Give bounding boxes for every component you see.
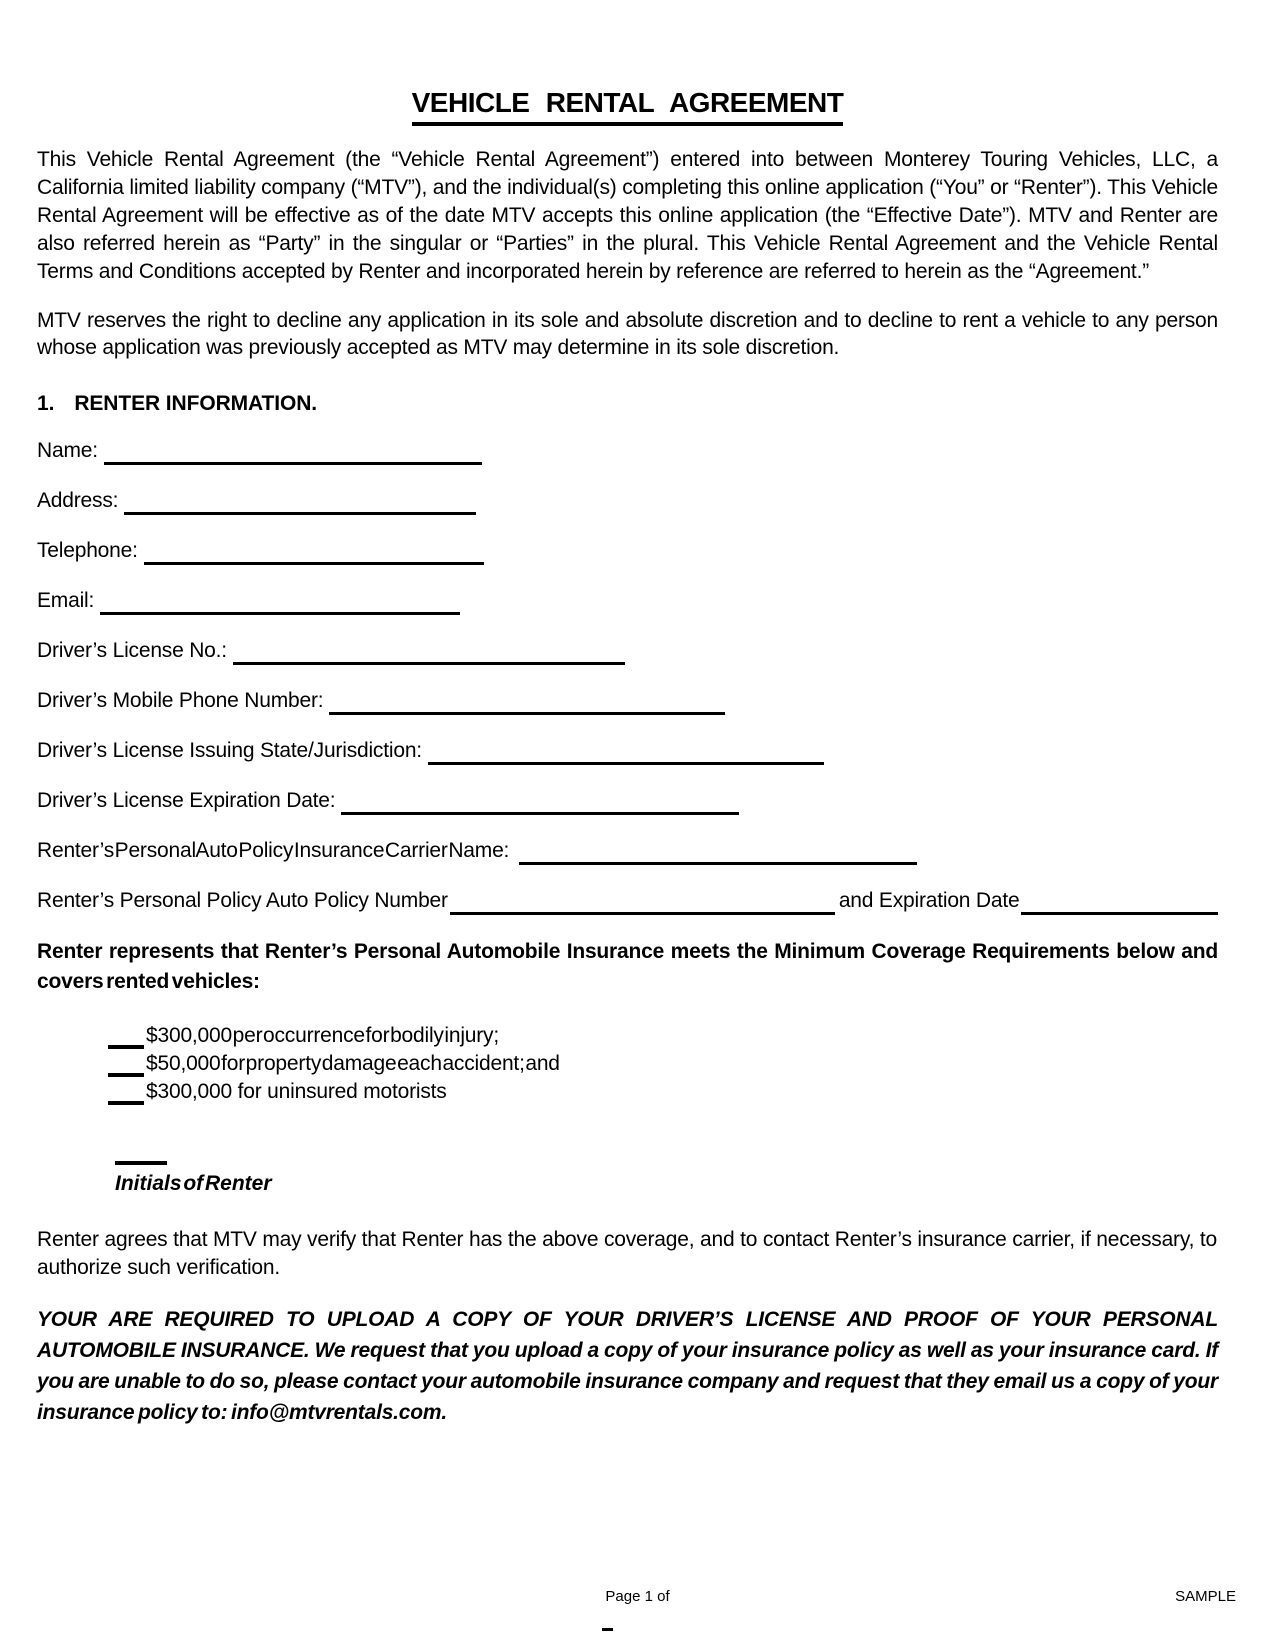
upload-notice-paragraph: YOUR ARE REQUIRED TO UPLOAD A COPY OF YOUR DRIVER’S LICENSE AND PROOF OF YOUR PERSONAL AUTOMOBILE INSURANCE. We request that you upload a copy of your insurance policy as well as your insurance card. If you are unable to do so, please contact your automobile insurance company and request that they email us a copy of your insurance policy to: info@mtvrentals.com. (37, 1307, 1218, 1424)
name-blank-line (104, 436, 482, 465)
policy-expiration-label: and Expiration Date (838, 888, 1020, 912)
license-no-label: Driver’s License No.: (37, 638, 227, 662)
discretion-paragraph: MTV reserves the right to decline any application in its sole and absolute discretion and to decline to rent a vehicle to any person whose application was previously accepted as MTV may determine in its sole discretion. (37, 308, 1218, 359)
mobile-phone-blank-line (329, 686, 725, 715)
footer-page-label: Page 1 of (605, 1588, 670, 1605)
field-row-email (37, 584, 1218, 615)
policy-number-label: Renter’s Personal Policy Auto Policy Number (37, 888, 448, 912)
coverage-check-line (108, 1077, 144, 1105)
initials-block (115, 1145, 1218, 1196)
coverage-item-label: $50,000 for property damage each accident; and (146, 1051, 560, 1075)
coverage-item-label: $300,000 per occurrence for bodily injury; (146, 1023, 499, 1047)
insurance-carrier-blank-line (519, 836, 917, 865)
email-blank-line (100, 586, 460, 615)
coverage-item-label: $300,000 for uninsured motorists (146, 1079, 447, 1103)
coverage-check-line (108, 1021, 144, 1049)
policy-number-blank-line (450, 886, 835, 915)
coverage-list (108, 1021, 1218, 1105)
license-expiration-blank-line (341, 786, 739, 815)
field-row-address (37, 484, 1218, 515)
initials-blank-line (115, 1145, 167, 1165)
address-blank-line (124, 486, 476, 515)
coverage-requirements-intro: Renter represents that Renter’s Personal Automobile Insurance meets the Minimum Coverage Requirements below and covers rented vehicles: (37, 939, 1218, 993)
telephone-blank-line (144, 536, 484, 565)
name-label: Name: (37, 438, 98, 462)
coverage-check-line (108, 1049, 144, 1077)
field-row-license-no (37, 634, 1218, 665)
email-label: Email: (37, 588, 95, 612)
section-heading-label: RENTER INFORMATION. (74, 391, 318, 415)
section-heading (37, 391, 1218, 416)
insurance-carrier-label: Renter’s Personal Auto Policy Insurance Carrier Name: (37, 838, 510, 862)
field-row-mobile-phone (37, 684, 1218, 715)
field-row-license-expiration (37, 784, 1218, 815)
license-no-blank-line (233, 636, 625, 665)
address-label: Address: (37, 488, 119, 512)
section-number: 1. (37, 391, 55, 415)
field-row-insurance-carrier (37, 834, 1218, 865)
field-row-issuing-state (37, 734, 1218, 765)
intro-paragraph: This Vehicle Rental Agreement (the “Vehicle Rental Agreement”) entered into between Monterey Touring Vehicles, LLC, a California limited liability company (“MTV”), and the individual(s) completing this online application (“You” or “Renter”). This Vehicle Rental Agreement will be effective as of the date MTV accepts this online application (the “Effective Date”). MTV and Renter are also referred herein as “Party” in the singular or “Parties” in the plural. This Vehicle Rental Agreement and the Vehicle Rental Terms and Conditions accepted by Renter and incorporated herein by reference are referred to herein as the “Agreement.” (37, 147, 1218, 283)
verification-paragraph: Renter agrees that MTV may verify that Renter has the above coverage, and to contact Renter’s insurance carrier, if necessary, to authorize such verification. (37, 1227, 1217, 1279)
footer-sample-watermark: SAMPLE (1175, 1588, 1236, 1605)
coverage-item-uninsured-motorists (108, 1077, 1218, 1105)
coverage-item-property-damage (108, 1049, 1218, 1077)
issuing-state-blank-line (428, 736, 824, 765)
field-row-policy-number (37, 884, 1218, 915)
policy-expiration-blank-line (1021, 886, 1218, 915)
license-expiration-label: Driver’s License Expiration Date: (37, 788, 336, 812)
coverage-item-bodily-injury (108, 1021, 1218, 1049)
telephone-label: Telephone: (37, 538, 138, 562)
field-row-telephone (37, 534, 1218, 565)
footer-page-number-cropped (602, 1628, 613, 1631)
issuing-state-label: Driver’s License Issuing State/Jurisdiction: (37, 738, 422, 762)
mobile-phone-label: Driver’s Mobile Phone Number: (37, 688, 324, 712)
document-title: VEHICLE RENTAL AGREEMENT (412, 88, 844, 126)
initials-label: Initials of Renter (115, 1171, 272, 1195)
field-row-name (37, 434, 1218, 465)
